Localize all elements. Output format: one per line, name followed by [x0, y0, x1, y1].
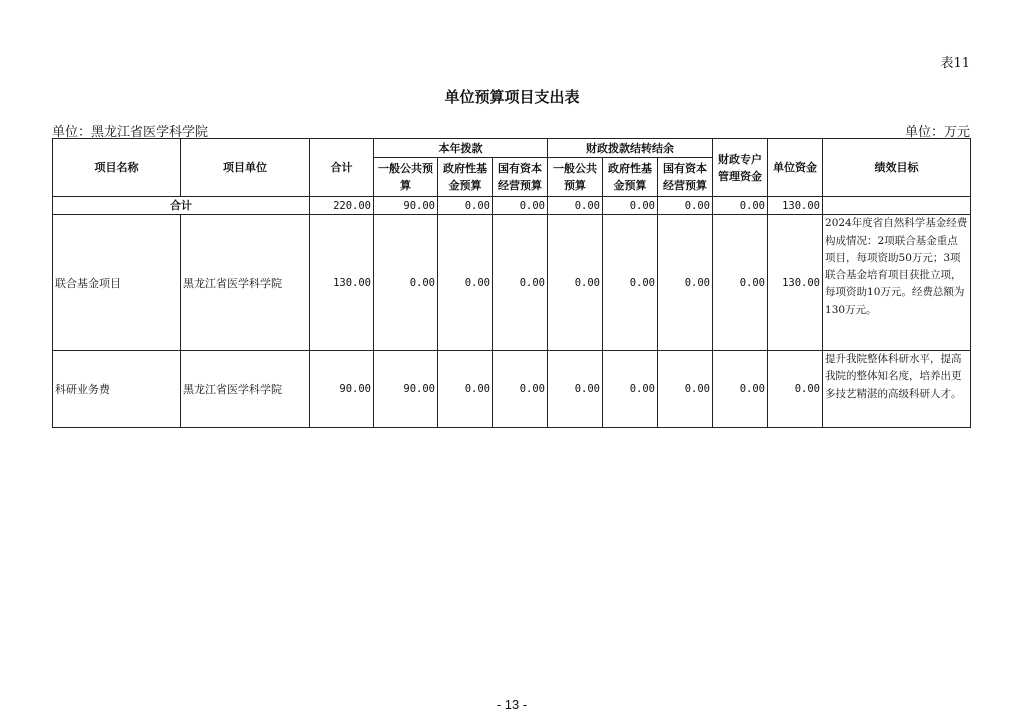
- project-name-cell: 联合基金项目: [53, 215, 181, 351]
- unit-org-label: 单位：黑龙江省医学科学院: [52, 125, 209, 140]
- value-cell: 0.00: [713, 350, 768, 427]
- total-cell: 0.00: [713, 197, 768, 215]
- value-cell: 130.00: [768, 215, 823, 351]
- value-cell: 130.00: [310, 215, 374, 351]
- table-row: [53, 215, 971, 351]
- budget-table: [52, 138, 971, 428]
- total-row: [53, 197, 971, 215]
- header-carry-gov-fund: 政府性基金预算: [603, 158, 658, 197]
- value-cell: 0.00: [603, 350, 658, 427]
- value-cell: 0.00: [493, 350, 548, 427]
- header-performance: 绩效目标: [823, 139, 971, 197]
- value-cell: 0.00: [658, 215, 713, 351]
- value-cell: 0.00: [548, 215, 603, 351]
- value-cell: 0.00: [768, 350, 823, 427]
- value-cell: 90.00: [374, 350, 438, 427]
- unit-currency-label: 单位：万元: [904, 125, 970, 140]
- header-general-public: 一般公共预算: [374, 158, 438, 197]
- total-goal-cell: [823, 197, 971, 215]
- header-state-capital: 国有资本经营预算: [493, 158, 548, 197]
- header-project-unit: 项目单位: [181, 139, 310, 197]
- header-group-current: 本年拨款: [374, 139, 548, 158]
- table-number: 表11: [940, 56, 970, 71]
- value-cell: 0.00: [438, 215, 493, 351]
- total-cell: 130.00: [768, 197, 823, 215]
- value-cell: 0.00: [603, 215, 658, 351]
- project-unit-cell: 黑龙江省医学科学院: [181, 215, 310, 351]
- table-row: [53, 350, 971, 427]
- value-cell: 0.00: [713, 215, 768, 351]
- header-group-carry: 财政拨款结转结余: [548, 139, 713, 158]
- header-carry-general-public: 一般公共预算: [548, 158, 603, 197]
- value-cell: 0.00: [658, 350, 713, 427]
- total-cell: 0.00: [548, 197, 603, 215]
- total-cell: 0.00: [603, 197, 658, 215]
- value-cell: 0.00: [548, 350, 603, 427]
- header-project-name: 项目名称: [53, 139, 181, 197]
- performance-goal-cell: 2024年度省自然科学基金经费构成情况：2项联合基金重点项目，每项资助50万元；3项联合基金培育项目获批立项，每项资助10万元。经费总额为130万元。: [823, 215, 971, 351]
- value-cell: 0.00: [438, 350, 493, 427]
- total-cell: 90.00: [374, 197, 438, 215]
- header-unit-funds: 单位资金: [768, 139, 823, 197]
- total-cell: 0.00: [658, 197, 713, 215]
- total-cell: 220.00: [310, 197, 374, 215]
- project-name-cell: 科研业务费: [53, 350, 181, 427]
- page-title: 单位预算项目支出表: [444, 88, 580, 106]
- value-cell: 0.00: [493, 215, 548, 351]
- project-unit-cell: 黑龙江省医学科学院: [181, 350, 310, 427]
- total-cell: 0.00: [493, 197, 548, 215]
- value-cell: 0.00: [374, 215, 438, 351]
- header-gov-fund: 政府性基金预算: [438, 158, 493, 197]
- total-label: 合计: [53, 197, 310, 215]
- value-cell: 90.00: [310, 350, 374, 427]
- header-carry-state-capital: 国有资本经营预算: [658, 158, 713, 197]
- header-total: 合计: [310, 139, 374, 197]
- header-fiscal-special: 财政专户管理资金: [713, 139, 768, 197]
- total-cell: 0.00: [438, 197, 493, 215]
- performance-goal-cell: 提升我院整体科研水平，提高我院的整体知名度，培养出更多技艺精湛的高级科研人才。: [823, 350, 971, 427]
- page-number: - 13 -: [496, 697, 528, 712]
